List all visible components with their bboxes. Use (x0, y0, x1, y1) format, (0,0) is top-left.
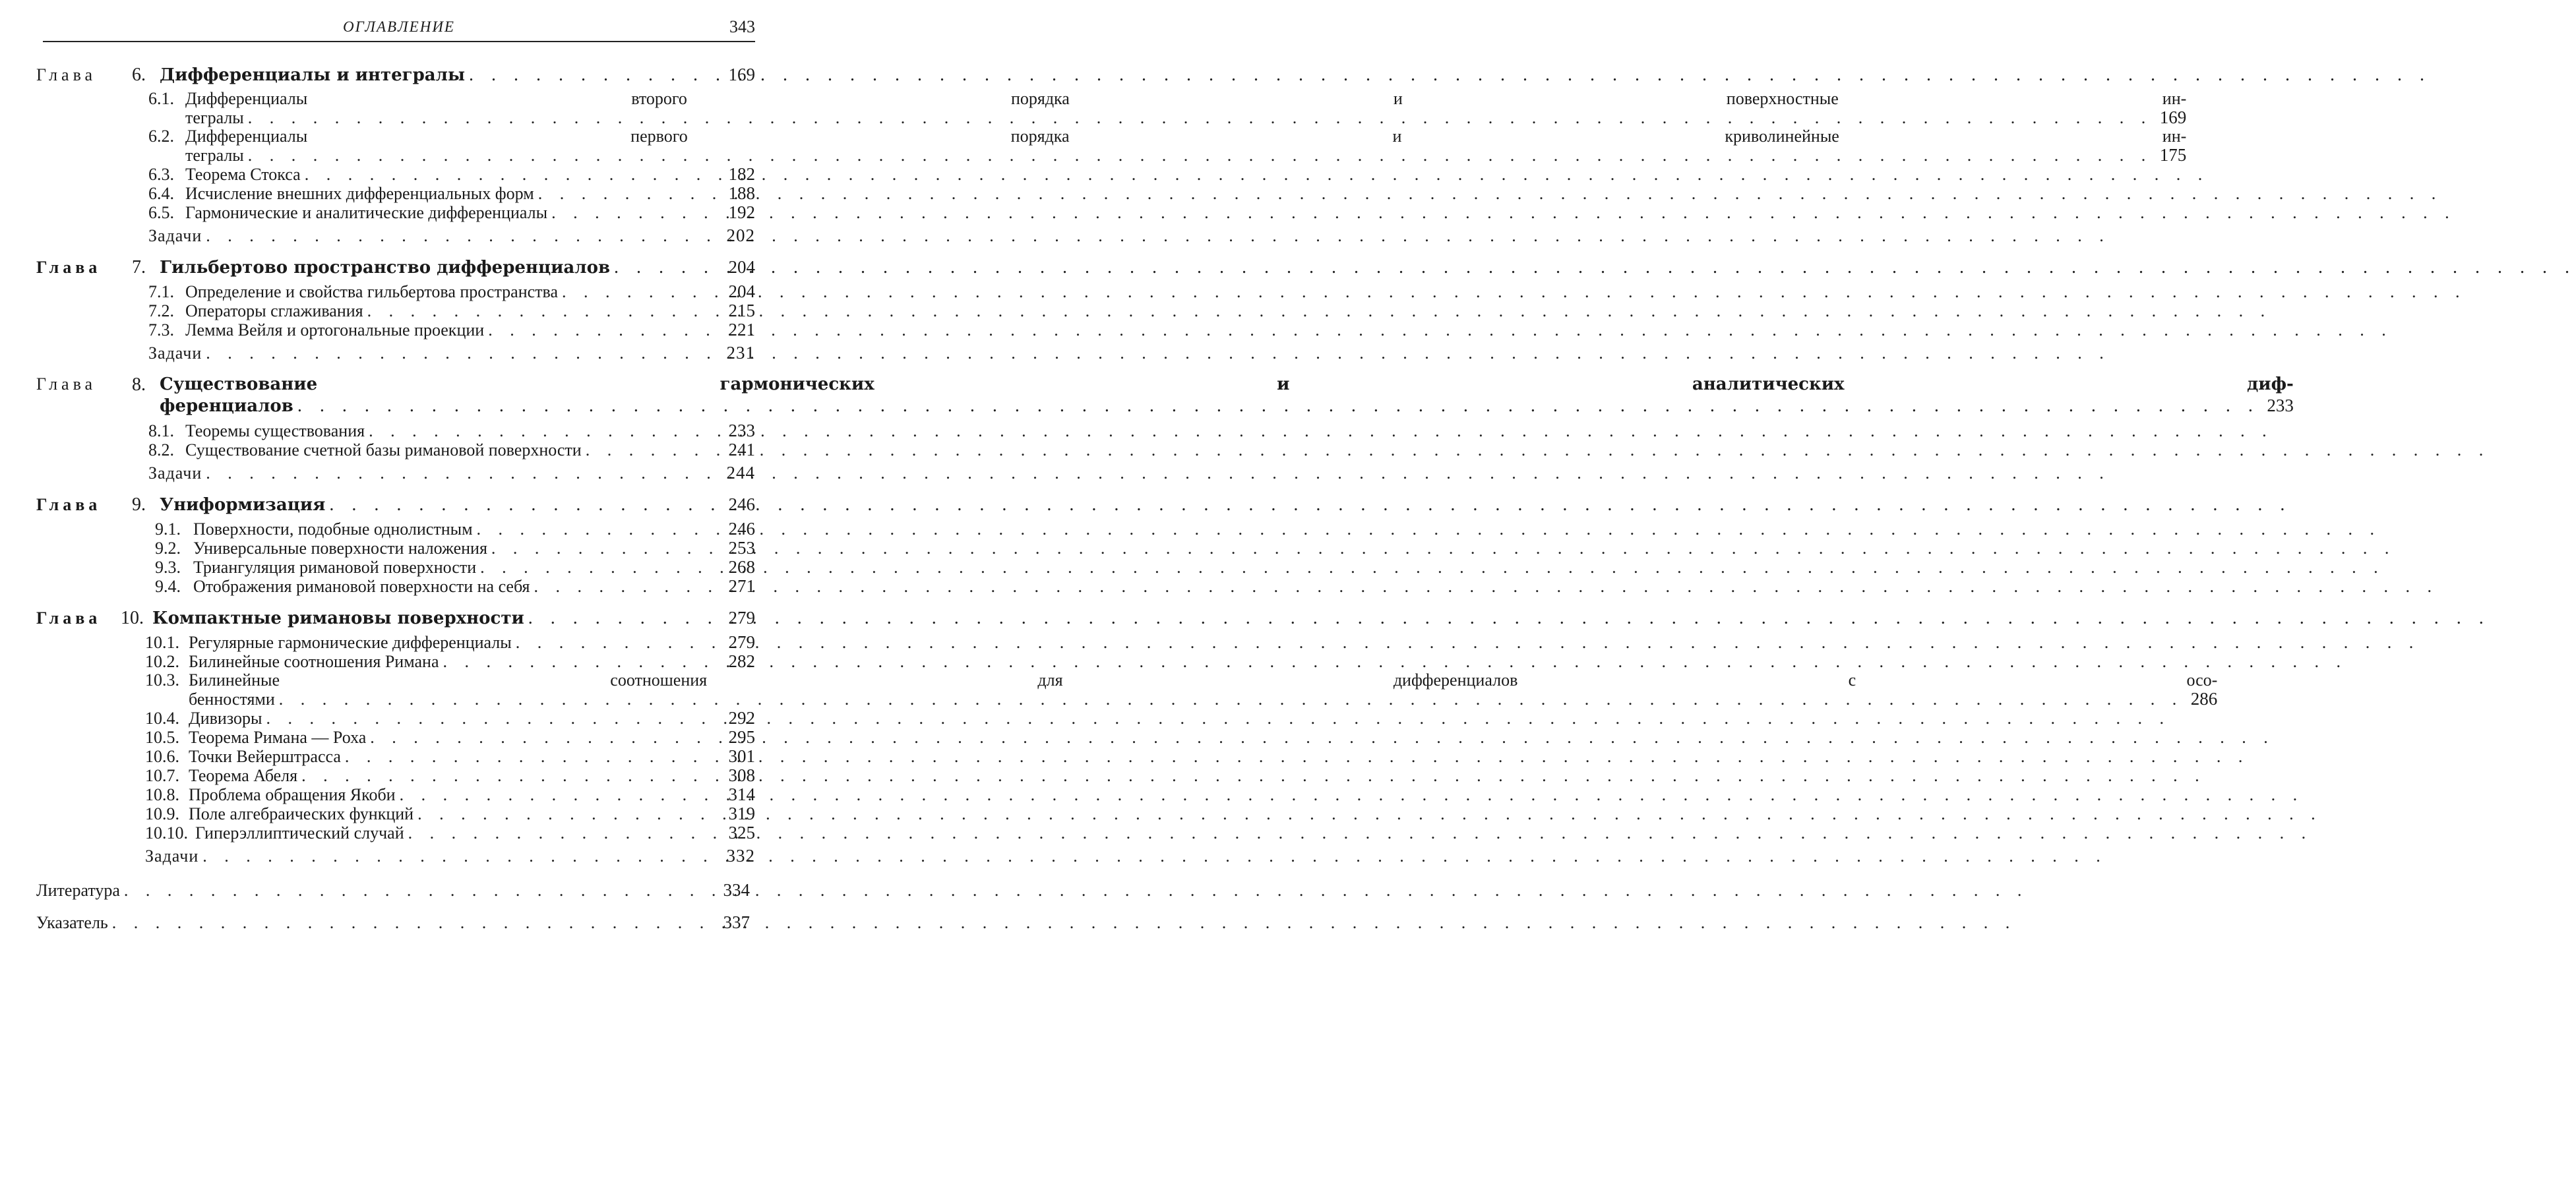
problems-entry (148, 463, 755, 483)
toc-entry (148, 440, 755, 459)
page-number: 175 (2159, 145, 2187, 165)
toc-entry (155, 577, 755, 596)
dot-leader (206, 464, 2110, 483)
dot-leader (538, 185, 2443, 203)
section-number: 9.3. (155, 558, 181, 577)
toc-entry (148, 203, 755, 222)
dot-leader (534, 577, 2439, 596)
dot-leader (480, 558, 2385, 577)
page-number: 337 (723, 912, 750, 932)
page-number: 204 (728, 257, 755, 277)
page-number: 314 (728, 784, 755, 804)
dot-leader (297, 395, 2259, 417)
section-number: 6.1. (148, 89, 174, 108)
page-number: 231 (726, 343, 755, 363)
page-number: 301 (728, 746, 755, 766)
section-title: Поверхности, подобные однолистным (193, 519, 473, 539)
toc-entry (148, 89, 2187, 127)
section-title: Определение и свойства гильбертова пространства (185, 282, 558, 301)
index-label: Указатель (36, 913, 108, 932)
dot-leader (202, 847, 2107, 866)
section-title: Проблема обращения Якоби (189, 785, 396, 804)
header-rule (43, 41, 755, 42)
section-number: 6.4. (148, 184, 174, 203)
chapter-title-line1: Существование гармонических и аналитических диф- (160, 374, 2294, 394)
dot-leader (206, 227, 2110, 245)
section-number: 7.2. (148, 301, 174, 320)
chapter-prefix: Глава (36, 258, 102, 277)
page-number: 332 (726, 846, 755, 866)
chapter-prefix: Глава (36, 65, 97, 84)
section-number: 10.5. (145, 728, 179, 747)
chapter-title: Компактные римановы поверхности (152, 608, 524, 628)
toc-entry (155, 519, 755, 539)
page-number: 241 (728, 440, 755, 459)
problems-label: Задачи (148, 463, 202, 483)
chapter-title: Дифференциалы и интегралы (160, 65, 466, 85)
toc-entry (148, 184, 755, 203)
toc-entry (145, 670, 2218, 709)
page-number: 246 (728, 494, 755, 514)
section-number: 9.4. (155, 577, 181, 596)
dot-leader (329, 494, 2291, 516)
dot-leader (586, 441, 2490, 459)
dot-leader (488, 321, 2393, 340)
dot-leader (124, 881, 2029, 901)
section-number: 10.9. (145, 804, 179, 823)
chapter-8 (36, 374, 2294, 417)
toc-entry (148, 421, 755, 440)
toc-entry (148, 301, 755, 320)
chapter-prefix: Глава (36, 374, 97, 394)
problems-entry (148, 343, 755, 363)
toc-entry (155, 539, 755, 558)
dot-leader (614, 257, 2576, 278)
page-number: 279 (728, 608, 755, 628)
page-number: 182 (728, 164, 755, 184)
dot-leader (370, 728, 2275, 747)
section-number: 10.3. (145, 670, 179, 690)
section-title: Исчисление внешних дифференциальных форм (185, 184, 534, 203)
toc-entry (145, 747, 755, 766)
toc-entry (148, 282, 755, 301)
section-number: 6.5. (148, 203, 174, 222)
section-title: Триангуляция римановой поверхности (193, 558, 477, 577)
section-title: Билинейные соотношения Римана (189, 652, 439, 671)
page-number: 325 (728, 823, 755, 842)
page-number: 169 (728, 65, 755, 84)
chapter-number: 6. (132, 65, 146, 85)
dot-leader (469, 65, 2431, 86)
page-number: 221 (728, 320, 755, 340)
section-number: 8.2. (148, 440, 174, 459)
dot-leader (408, 824, 2313, 842)
chapter-9-sections (155, 519, 755, 596)
chapter-9 (36, 494, 755, 516)
dot-leader (528, 608, 2490, 629)
toc-entry (148, 320, 755, 340)
chapter-prefix: Глава (36, 608, 102, 628)
page-number: 268 (728, 557, 755, 577)
dot-leader (305, 165, 2209, 184)
dot-leader (112, 913, 2017, 933)
toc-entry (145, 709, 755, 728)
bibliography-entry (36, 880, 755, 901)
section-title-line2: тегралы (185, 146, 244, 165)
dot-leader (345, 748, 2250, 766)
header-title: ОГЛАВЛЕНИЕ (343, 18, 455, 35)
dot-leader (248, 146, 2153, 165)
section-number: 9.1. (155, 519, 181, 539)
page-number: 233 (728, 421, 755, 440)
dot-leader (491, 539, 2396, 558)
toc-entry (148, 165, 755, 184)
page-number: 271 (728, 576, 755, 596)
chapter-number: 10. (121, 608, 144, 628)
page-number: 292 (728, 708, 755, 728)
page-number: 188 (728, 183, 755, 203)
page-number: 286 (2190, 689, 2218, 709)
page-number: 204 (728, 281, 755, 301)
problems-label: Задачи (145, 846, 199, 866)
dot-leader (369, 422, 2273, 440)
dot-leader (301, 767, 2206, 785)
chapter-title: Униформизация (160, 495, 326, 515)
dot-leader (400, 786, 2304, 804)
page-number: 246 (728, 519, 755, 539)
section-title: Точки Вейерштрасса (189, 747, 341, 766)
problems-label: Задачи (148, 226, 202, 245)
toc-entry (145, 652, 755, 671)
bibliography-label: Литература (36, 881, 120, 900)
problems-entry (145, 846, 755, 866)
chapter-number: 8. (132, 374, 146, 395)
section-title: Универсальные поверхности наложения (193, 539, 487, 558)
page-number: 282 (728, 651, 755, 671)
section-title: Поле алгебраических функций (189, 804, 414, 823)
page-number: 334 (723, 880, 750, 900)
dot-leader (279, 690, 2184, 709)
toc-entry (148, 127, 2187, 165)
chapter-8-sections (148, 421, 755, 483)
section-number: 10.10. (145, 823, 188, 842)
chapter-7-sections (148, 282, 755, 363)
section-title: Теорема Абеля (189, 766, 298, 785)
section-title-line1: Дифференциалы второго порядка и поверхностные ин- (185, 89, 2187, 108)
section-number: 8.1. (148, 421, 174, 440)
running-header (43, 15, 755, 47)
toc-entry (145, 804, 755, 823)
section-title: Гармонические и аналитические дифференциалы (185, 203, 548, 222)
chapter-title: Гильбертово пространство дифференциалов (160, 258, 611, 278)
dot-leader (516, 634, 2420, 652)
section-title: Дивизоры (189, 709, 262, 728)
page-number: 253 (728, 538, 755, 558)
section-number: 7.1. (148, 282, 174, 301)
page-number: 192 (728, 202, 755, 222)
section-title: Отображения римановой поверхности на себя (193, 577, 530, 596)
header-page-number: 343 (729, 17, 755, 36)
chapter-7 (36, 257, 755, 278)
section-title-line1: Дифференциалы первого порядка и криволинейные ин- (185, 127, 2187, 146)
section-number: 10.1. (145, 633, 179, 652)
section-title: Существование счетной базы римановой поверхности (185, 440, 582, 459)
dot-leader (206, 344, 2110, 363)
section-title: Регулярные гармонические дифференциалы (189, 633, 512, 652)
table-of-contents (36, 59, 2294, 933)
section-number: 10.7. (145, 766, 179, 785)
dot-leader (562, 283, 2467, 301)
section-number: 10.2. (145, 652, 179, 671)
chapter-number: 7. (132, 257, 146, 278)
page-number: 295 (728, 727, 755, 747)
toc-entry (145, 766, 755, 785)
dot-leader (417, 805, 2322, 823)
section-number: 6.2. (148, 127, 174, 146)
section-number: 10.6. (145, 747, 179, 766)
chapter-prefix: Глава (36, 495, 102, 514)
chapter-10-sections (145, 632, 2218, 866)
chapter-6 (36, 65, 755, 86)
dot-leader (367, 302, 2272, 320)
page-number: 308 (728, 765, 755, 785)
section-title-line2: бенностями (189, 690, 275, 709)
toc-entry (145, 785, 755, 804)
chapter-number: 9. (132, 494, 146, 515)
chapter-10 (36, 608, 755, 629)
section-title: Гиперэллиптический случай (195, 823, 404, 842)
page-number: 319 (728, 804, 755, 823)
dot-leader (551, 204, 2456, 222)
toc-entry (145, 728, 755, 747)
section-title: Лемма Вейля и ортогональные проекции (185, 320, 485, 340)
dot-leader (266, 709, 2170, 728)
toc-entry (155, 558, 755, 577)
section-number: 9.2. (155, 539, 181, 558)
section-number: 10.8. (145, 785, 179, 804)
index-entry (36, 912, 755, 933)
section-number: 6.3. (148, 165, 174, 184)
problems-entry (148, 226, 755, 245)
page-number: 233 (2267, 396, 2294, 415)
problems-label: Задачи (148, 343, 202, 363)
section-title: Теорема Стокса (185, 165, 301, 184)
section-title: Операторы сглаживания (185, 301, 363, 320)
dot-leader (248, 109, 2153, 127)
page-number: 169 (2159, 107, 2187, 127)
section-number: 10.4. (145, 709, 179, 728)
toc-entry (145, 823, 755, 842)
chapter-title-line2: ференциалов (160, 396, 293, 416)
section-title-line2: тегралы (185, 108, 244, 127)
chapter-6-sections (148, 89, 2187, 245)
page-number: 244 (726, 463, 755, 483)
page-number: 279 (728, 632, 755, 652)
section-number: 7.3. (148, 320, 174, 340)
page-number: 215 (728, 301, 755, 320)
section-title: Теоремы существования (185, 421, 365, 440)
page-number: 202 (726, 225, 755, 245)
toc-entry (145, 633, 755, 652)
section-title-line1: Билинейные соотношения для дифференциалов с осо- (189, 670, 2218, 690)
dot-leader (477, 520, 2381, 539)
section-title: Теорема Римана — Роха (189, 728, 367, 747)
